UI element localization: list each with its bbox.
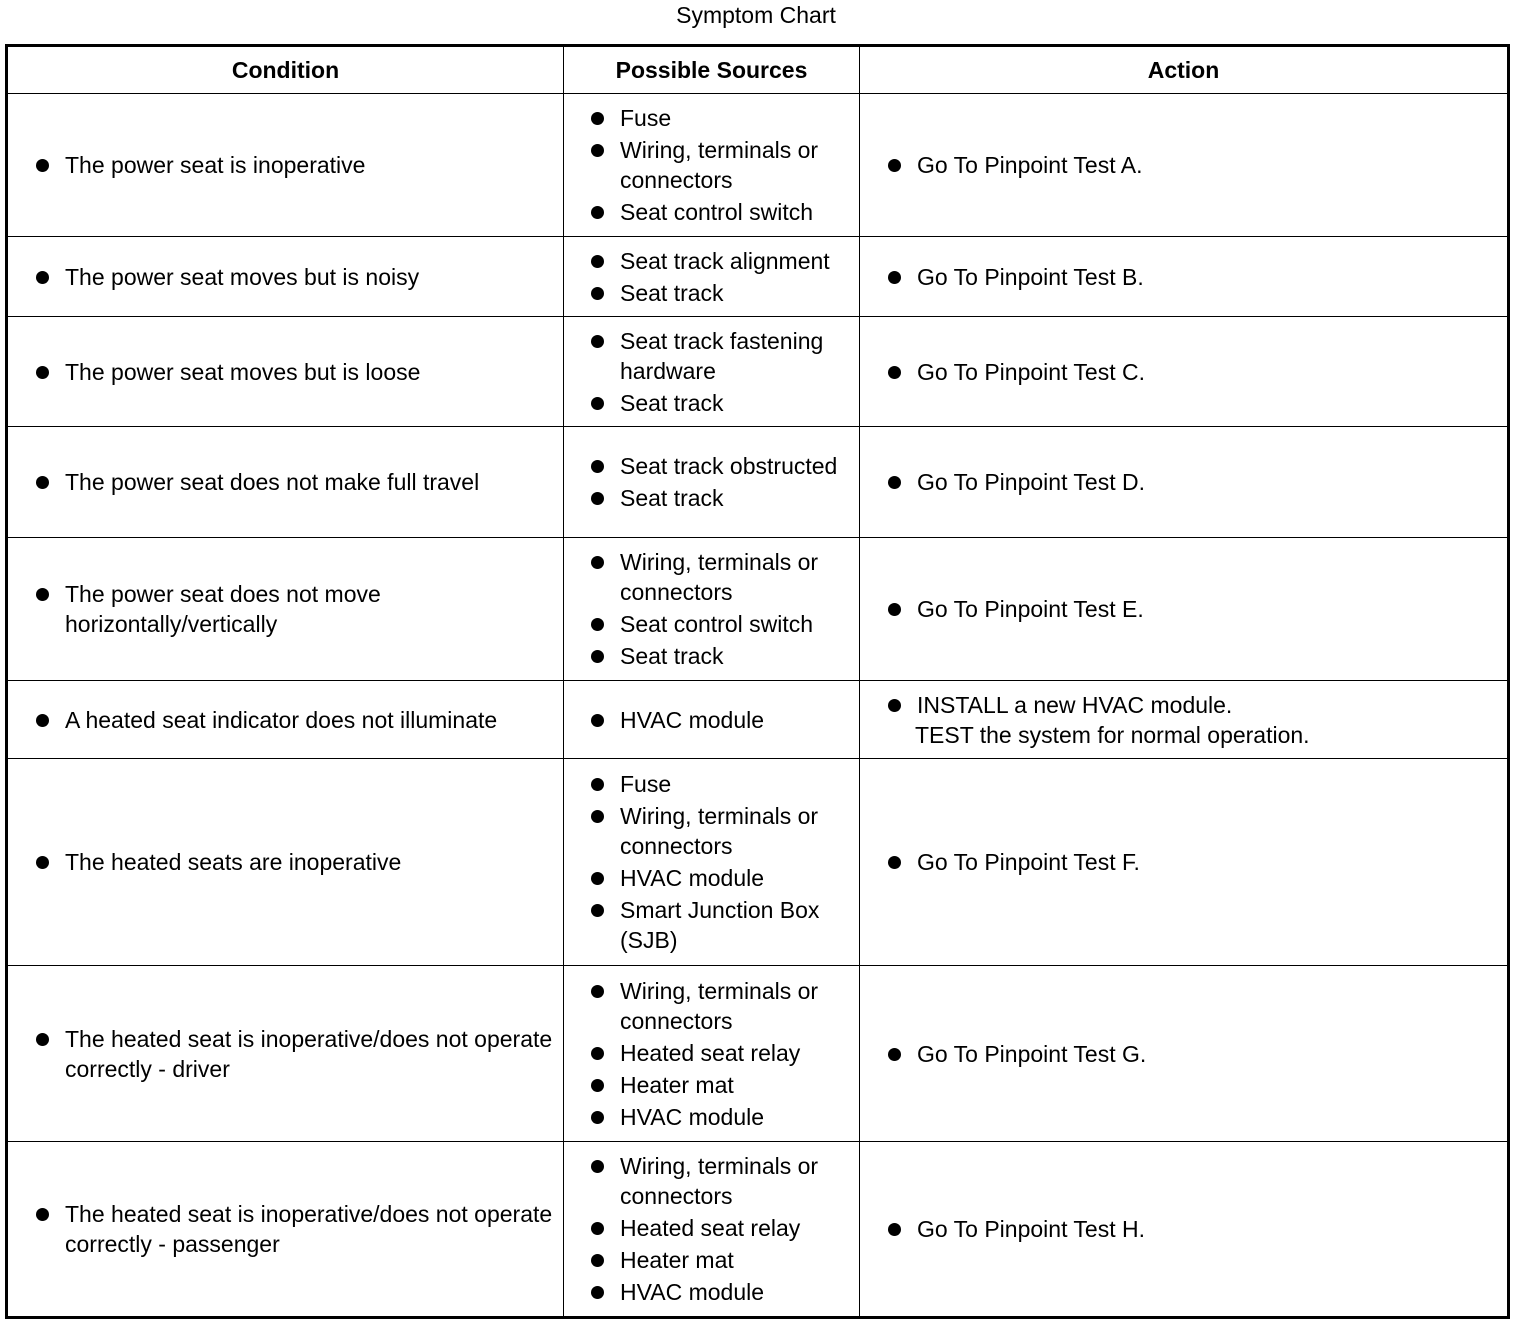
source-item: Seat track	[564, 641, 859, 671]
condition-cell	[7, 1142, 564, 1318]
possible-sources-cell	[564, 237, 860, 317]
source-item: Wiring, terminals or connectors	[564, 135, 859, 195]
action-cell	[860, 237, 1509, 317]
action-text: Go To Pinpoint Test D.	[917, 469, 1146, 495]
possible-sources-cell	[564, 1142, 860, 1318]
source-item: Wiring, terminals or connectors	[564, 1151, 859, 1211]
condition-text: The heated seat is inoperative/does not operate correctly - passenger	[8, 1199, 563, 1259]
possible-sources-cell	[564, 966, 860, 1142]
condition-text: The heated seats are inoperative	[8, 847, 563, 877]
action-item	[860, 262, 1507, 292]
action-text: Go To Pinpoint Test E.	[917, 596, 1144, 622]
source-item: Seat track alignment	[564, 246, 859, 276]
condition-text: A heated seat indicator does not illuminate	[8, 705, 563, 735]
action-text: Go To Pinpoint Test H.	[917, 1216, 1146, 1242]
condition-text: The power seat does not make full travel	[8, 467, 563, 497]
action-text: INSTALL a new HVAC module.	[917, 691, 1233, 718]
source-item: Fuse	[564, 103, 859, 133]
source-item: HVAC module	[564, 863, 859, 893]
source-item: HVAC module	[564, 1102, 859, 1132]
source-item: HVAC module	[564, 705, 859, 735]
source-item: Seat track	[564, 278, 859, 308]
action-cell	[860, 681, 1509, 759]
source-item: Seat control switch	[564, 197, 859, 227]
condition-cell	[7, 317, 564, 427]
source-item: Heated seat relay	[564, 1213, 859, 1243]
source-item: Wiring, terminals or connectors	[564, 801, 859, 861]
table-row	[7, 1142, 1509, 1318]
source-item: Seat track fastening hardware	[564, 326, 859, 386]
possible-sources-cell	[564, 317, 860, 427]
source-item: Seat track obstructed	[564, 451, 859, 481]
table-row	[7, 759, 1509, 966]
source-item: HVAC module	[564, 1277, 859, 1307]
condition-cell	[7, 427, 564, 538]
action-cell	[860, 538, 1509, 681]
condition-cell	[7, 538, 564, 681]
condition-text: The power seat does not move horizontally/vertically	[8, 579, 563, 639]
source-item: Wiring, terminals or connectors	[564, 547, 859, 607]
action-item	[860, 357, 1507, 387]
condition-text: The power seat moves but is noisy	[8, 262, 563, 292]
condition-text: The power seat is inoperative	[8, 150, 563, 180]
possible-sources-cell	[564, 759, 860, 966]
table-row	[7, 966, 1509, 1142]
condition-cell	[7, 681, 564, 759]
header-action: Action	[860, 46, 1509, 94]
action-item	[860, 150, 1507, 180]
action-item	[860, 594, 1507, 624]
source-item: Seat track	[564, 483, 859, 513]
possible-sources-cell	[564, 538, 860, 681]
condition-cell	[7, 237, 564, 317]
action-text: Go To Pinpoint Test F.	[917, 849, 1140, 875]
action-cell	[860, 966, 1509, 1142]
source-item: Fuse	[564, 769, 859, 799]
action-cell	[860, 427, 1509, 538]
condition-text: The power seat moves but is loose	[8, 357, 563, 387]
action-cell	[860, 317, 1509, 427]
action-text: Go To Pinpoint Test G.	[917, 1040, 1147, 1067]
chart-title: Symptom Chart	[676, 2, 836, 28]
source-item: Wiring, terminals or connectors	[564, 976, 859, 1036]
source-item: Heater mat	[564, 1245, 859, 1275]
table-row	[7, 317, 1509, 427]
action-item	[860, 467, 1507, 497]
action-cell	[860, 1142, 1509, 1318]
table-row	[7, 237, 1509, 317]
action-text: Go To Pinpoint Test B.	[917, 263, 1144, 290]
action-item	[860, 1039, 1507, 1069]
action-cell	[860, 759, 1509, 966]
symptom-table	[5, 44, 1510, 1319]
action-text: Go To Pinpoint Test C.	[917, 358, 1146, 385]
action-item	[860, 1214, 1507, 1244]
header-row	[7, 46, 1509, 94]
action-item	[860, 690, 1507, 750]
possible-sources-cell	[564, 427, 860, 538]
action-text-secondary: TEST the system for normal operation.	[915, 721, 1310, 748]
condition-cell	[7, 759, 564, 966]
source-item: Seat control switch	[564, 609, 859, 639]
action-item	[860, 847, 1507, 877]
table-row	[7, 427, 1509, 538]
source-item: Heater mat	[564, 1070, 859, 1100]
condition-cell	[7, 966, 564, 1142]
table-row	[7, 94, 1509, 237]
header-condition: Condition	[7, 46, 564, 94]
header-possible-sources: Possible Sources	[564, 46, 860, 94]
source-item: Smart Junction Box (SJB)	[564, 895, 859, 955]
source-item: Seat track	[564, 388, 859, 418]
source-item: Heated seat relay	[564, 1038, 859, 1068]
possible-sources-cell	[564, 681, 860, 759]
table-row	[7, 681, 1509, 759]
table-row	[7, 538, 1509, 681]
condition-cell	[7, 94, 564, 237]
condition-text: The heated seat is inoperative/does not operate correctly - driver	[8, 1024, 563, 1084]
possible-sources-cell	[564, 94, 860, 237]
action-text: Go To Pinpoint Test A.	[917, 152, 1143, 178]
action-cell	[860, 94, 1509, 237]
